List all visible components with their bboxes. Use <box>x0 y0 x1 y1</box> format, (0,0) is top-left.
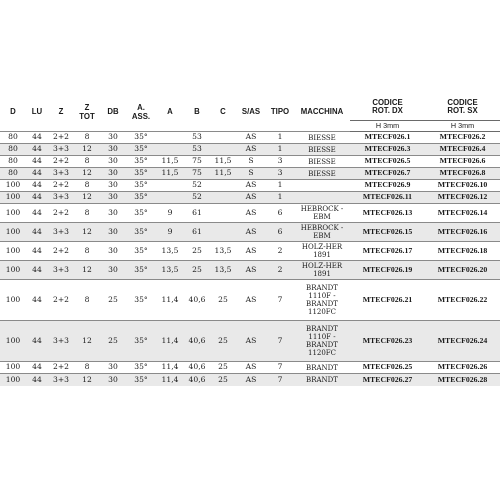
col-header-c: C <box>220 107 226 117</box>
cell-z: 3+3 <box>48 192 74 204</box>
cell-macchina: BIESSE <box>294 156 350 168</box>
cell-b: 61 <box>184 204 210 223</box>
cell-s-as: AS <box>236 261 266 280</box>
table-row <box>0 362 500 374</box>
col-header-db: DB <box>107 107 119 117</box>
cell-a-ass: 35° <box>126 362 156 374</box>
cell-c <box>210 204 236 223</box>
table-row <box>0 374 500 386</box>
cell-a <box>156 144 184 156</box>
cell-b: 40,6 <box>184 362 210 374</box>
cell-macchina: BIESSE <box>294 132 350 144</box>
col-header-codice-dx: CODICE ROT. DX <box>350 94 425 121</box>
cell-z-tot: 8 <box>74 156 100 168</box>
cell-b: 25 <box>184 242 210 261</box>
cell-z-tot: 12 <box>74 168 100 180</box>
cell-code-dx: MTECF026.25 <box>350 362 425 374</box>
cell-code-sx: MTECF026.8 <box>425 168 500 180</box>
cell-db: 30 <box>100 192 126 204</box>
cell-code-dx: MTECF026.27 <box>350 374 425 386</box>
col-header-b: B <box>194 107 200 117</box>
table-row <box>0 261 500 280</box>
cell-c <box>210 132 236 144</box>
cell-a <box>156 192 184 204</box>
cell-code-sx: MTECF026.16 <box>425 223 500 242</box>
cell-d: 80 <box>0 168 26 180</box>
cell-lu: 44 <box>26 242 48 261</box>
cell-a: 11,4 <box>156 280 184 321</box>
cell-s-as: AS <box>236 132 266 144</box>
cell-db: 30 <box>100 144 126 156</box>
cell-code-sx: MTECF026.4 <box>425 144 500 156</box>
cell-code-sx: MTECF026.24 <box>425 321 500 362</box>
cell-a-ass: 35° <box>126 374 156 386</box>
cell-a-ass: 35° <box>126 192 156 204</box>
cell-c: 25 <box>210 280 236 321</box>
cell-z-tot: 12 <box>74 261 100 280</box>
cell-d: 100 <box>0 280 26 321</box>
cell-c: 25 <box>210 362 236 374</box>
cell-d: 80 <box>0 156 26 168</box>
cell-macchina: HOLZ-HER 1891 <box>294 242 350 261</box>
cell-a-ass: 35° <box>126 204 156 223</box>
cell-lu: 44 <box>26 204 48 223</box>
cell-lu: 44 <box>26 321 48 362</box>
cell-code-dx: MTECF026.1 <box>350 132 425 144</box>
cell-z-tot: 12 <box>74 144 100 156</box>
cell-a: 11,4 <box>156 321 184 362</box>
cell-c <box>210 144 236 156</box>
product-spec-table-wrapper <box>0 94 500 386</box>
cell-code-sx: MTECF026.20 <box>425 261 500 280</box>
cell-db: 30 <box>100 156 126 168</box>
cell-s-as: AS <box>236 321 266 362</box>
table-row <box>0 156 500 168</box>
col-header-macchina: MACCHINA <box>300 107 344 117</box>
cell-z-tot: 8 <box>74 204 100 223</box>
cell-code-sx: MTECF026.12 <box>425 192 500 204</box>
cell-db: 30 <box>100 261 126 280</box>
cell-macchina: BRANDT <box>294 374 350 386</box>
cell-macchina: HEBROCK - EBM <box>294 223 350 242</box>
cell-lu: 44 <box>26 374 48 386</box>
cell-db: 30 <box>100 362 126 374</box>
col-header-d: D <box>10 107 16 117</box>
col-subheader-sx: H 3mm <box>425 121 500 132</box>
table-row <box>0 168 500 180</box>
cell-lu: 44 <box>26 168 48 180</box>
cell-a: 11,4 <box>156 362 184 374</box>
cell-a-ass: 35° <box>126 242 156 261</box>
col-header-codice-sx: CODICE ROT. SX <box>425 94 500 121</box>
cell-code-sx: MTECF026.28 <box>425 374 500 386</box>
cell-b: 40,6 <box>184 374 210 386</box>
cell-z: 3+3 <box>48 261 74 280</box>
cell-a: 13,5 <box>156 261 184 280</box>
cell-db: 30 <box>100 168 126 180</box>
cell-code-sx: MTECF026.18 <box>425 242 500 261</box>
cell-z: 2+2 <box>48 180 74 192</box>
cell-tipo: 1 <box>266 132 294 144</box>
cell-b: 75 <box>184 168 210 180</box>
cell-z-tot: 8 <box>74 362 100 374</box>
cell-lu: 44 <box>26 362 48 374</box>
cell-a <box>156 132 184 144</box>
cell-tipo: 1 <box>266 144 294 156</box>
table-row <box>0 321 500 362</box>
cell-macchina: BRANDT <box>294 362 350 374</box>
cell-c <box>210 223 236 242</box>
cell-d: 100 <box>0 261 26 280</box>
cell-a: 11,5 <box>156 168 184 180</box>
cell-a: 13,5 <box>156 242 184 261</box>
cell-db: 30 <box>100 180 126 192</box>
cell-db: 30 <box>100 132 126 144</box>
col-header-s-as: S/AS <box>241 107 261 117</box>
cell-tipo: 3 <box>266 168 294 180</box>
col-header-z-tot: Z TOT <box>79 103 95 121</box>
cell-a-ass: 35° <box>126 156 156 168</box>
cell-z-tot: 12 <box>74 374 100 386</box>
cell-z: 2+2 <box>48 280 74 321</box>
cell-z-tot: 8 <box>74 180 100 192</box>
cell-db: 30 <box>100 204 126 223</box>
cell-d: 100 <box>0 180 26 192</box>
cell-tipo: 2 <box>266 242 294 261</box>
cell-code-sx: MTECF026.6 <box>425 156 500 168</box>
cell-d: 80 <box>0 144 26 156</box>
cell-s-as: AS <box>236 144 266 156</box>
cell-code-dx: MTECF026.11 <box>350 192 425 204</box>
cell-b: 25 <box>184 261 210 280</box>
cell-db: 30 <box>100 223 126 242</box>
cell-z: 3+3 <box>48 144 74 156</box>
col-header-z: Z <box>58 107 64 117</box>
cell-macchina: BRANDT 1110F - BRANDT 1120FC <box>294 321 350 362</box>
cell-c: 25 <box>210 374 236 386</box>
cell-b: 53 <box>184 144 210 156</box>
cell-a-ass: 35° <box>126 280 156 321</box>
table-row <box>0 223 500 242</box>
table-body <box>0 132 500 386</box>
cell-db: 25 <box>100 321 126 362</box>
cell-b: 52 <box>184 180 210 192</box>
cell-code-sx: MTECF026.14 <box>425 204 500 223</box>
cell-code-dx: MTECF026.15 <box>350 223 425 242</box>
cell-z: 2+2 <box>48 156 74 168</box>
cell-code-dx: MTECF026.13 <box>350 204 425 223</box>
cell-s-as: AS <box>236 204 266 223</box>
cell-macchina <box>294 192 350 204</box>
cell-lu: 44 <box>26 144 48 156</box>
cell-tipo: 6 <box>266 204 294 223</box>
cell-a <box>156 180 184 192</box>
cell-a: 11,4 <box>156 374 184 386</box>
cell-d: 100 <box>0 374 26 386</box>
cell-tipo: 6 <box>266 223 294 242</box>
cell-a: 9 <box>156 223 184 242</box>
cell-z: 3+3 <box>48 168 74 180</box>
cell-d: 100 <box>0 362 26 374</box>
cell-macchina: BIESSE <box>294 144 350 156</box>
cell-tipo: 1 <box>266 192 294 204</box>
cell-z-tot: 8 <box>74 242 100 261</box>
cell-d: 100 <box>0 242 26 261</box>
table-row <box>0 132 500 144</box>
cell-a-ass: 35° <box>126 321 156 362</box>
cell-code-dx: MTECF026.17 <box>350 242 425 261</box>
table-row <box>0 192 500 204</box>
cell-code-sx: MTECF026.10 <box>425 180 500 192</box>
cell-s-as: S <box>236 168 266 180</box>
cell-d: 80 <box>0 132 26 144</box>
table-row <box>0 280 500 321</box>
cell-db: 30 <box>100 374 126 386</box>
cell-lu: 44 <box>26 156 48 168</box>
col-header-tipo: TIPO <box>270 107 290 117</box>
cell-z: 3+3 <box>48 374 74 386</box>
cell-z: 2+2 <box>48 242 74 261</box>
cell-code-dx: MTECF026.9 <box>350 180 425 192</box>
cell-c <box>210 180 236 192</box>
cell-db: 25 <box>100 280 126 321</box>
cell-z: 2+2 <box>48 362 74 374</box>
cell-z-tot: 12 <box>74 321 100 362</box>
cell-tipo: 2 <box>266 261 294 280</box>
cell-a: 11,5 <box>156 156 184 168</box>
cell-a-ass: 35° <box>126 223 156 242</box>
cell-s-as: AS <box>236 223 266 242</box>
cell-z-tot: 8 <box>74 132 100 144</box>
cell-a-ass: 35° <box>126 168 156 180</box>
cell-c: 13,5 <box>210 242 236 261</box>
cell-s-as: AS <box>236 374 266 386</box>
cell-a-ass: 35° <box>126 144 156 156</box>
cell-d: 100 <box>0 204 26 223</box>
cell-b: 61 <box>184 223 210 242</box>
cell-macchina: HEBROCK - EBM <box>294 204 350 223</box>
table-row <box>0 144 500 156</box>
cell-lu: 44 <box>26 280 48 321</box>
cell-z-tot: 12 <box>74 223 100 242</box>
cell-z-tot: 12 <box>74 192 100 204</box>
cell-macchina: BRANDT 1110F - BRANDT 1120FC <box>294 280 350 321</box>
cell-s-as: AS <box>236 192 266 204</box>
cell-b: 40,6 <box>184 321 210 362</box>
col-header-a-ass: A. ASS. <box>131 103 151 121</box>
cell-lu: 44 <box>26 261 48 280</box>
cell-tipo: 7 <box>266 362 294 374</box>
cell-d: 100 <box>0 192 26 204</box>
col-header-a: A <box>167 107 173 117</box>
cell-code-sx: MTECF026.26 <box>425 362 500 374</box>
cell-d: 100 <box>0 321 26 362</box>
table-row <box>0 242 500 261</box>
cell-c: 11,5 <box>210 156 236 168</box>
cell-c: 11,5 <box>210 168 236 180</box>
cell-lu: 44 <box>26 192 48 204</box>
cell-macchina: HOLZ-HER 1891 <box>294 261 350 280</box>
cell-z-tot: 8 <box>74 280 100 321</box>
table-header <box>0 94 500 132</box>
cell-s-as: AS <box>236 280 266 321</box>
product-spec-table <box>0 94 500 386</box>
cell-c: 13,5 <box>210 261 236 280</box>
cell-code-sx: MTECF026.22 <box>425 280 500 321</box>
cell-s-as: AS <box>236 362 266 374</box>
col-subheader-dx: H 3mm <box>350 121 425 132</box>
table-row <box>0 204 500 223</box>
cell-tipo: 3 <box>266 156 294 168</box>
cell-s-as: AS <box>236 242 266 261</box>
cell-db: 30 <box>100 242 126 261</box>
cell-lu: 44 <box>26 223 48 242</box>
cell-s-as: AS <box>236 180 266 192</box>
cell-a-ass: 35° <box>126 180 156 192</box>
cell-a-ass: 35° <box>126 132 156 144</box>
cell-c <box>210 192 236 204</box>
cell-z: 2+2 <box>48 132 74 144</box>
cell-code-dx: MTECF026.21 <box>350 280 425 321</box>
cell-macchina <box>294 180 350 192</box>
table-row <box>0 180 500 192</box>
cell-code-sx: MTECF026.2 <box>425 132 500 144</box>
cell-code-dx: MTECF026.19 <box>350 261 425 280</box>
cell-lu: 44 <box>26 132 48 144</box>
cell-tipo: 7 <box>266 374 294 386</box>
cell-tipo: 1 <box>266 180 294 192</box>
cell-code-dx: MTECF026.5 <box>350 156 425 168</box>
col-header-lu: LU <box>31 107 43 117</box>
cell-code-dx: MTECF026.7 <box>350 168 425 180</box>
cell-d: 100 <box>0 223 26 242</box>
cell-z: 2+2 <box>48 204 74 223</box>
cell-a: 9 <box>156 204 184 223</box>
cell-z: 3+3 <box>48 223 74 242</box>
cell-b: 53 <box>184 132 210 144</box>
cell-macchina: BIESSE <box>294 168 350 180</box>
cell-b: 75 <box>184 156 210 168</box>
cell-code-dx: MTECF026.23 <box>350 321 425 362</box>
cell-tipo: 7 <box>266 280 294 321</box>
cell-c: 25 <box>210 321 236 362</box>
cell-b: 52 <box>184 192 210 204</box>
cell-a-ass: 35° <box>126 261 156 280</box>
cell-tipo: 7 <box>266 321 294 362</box>
cell-s-as: S <box>236 156 266 168</box>
cell-b: 40,6 <box>184 280 210 321</box>
cell-z: 3+3 <box>48 321 74 362</box>
cell-lu: 44 <box>26 180 48 192</box>
cell-code-dx: MTECF026.3 <box>350 144 425 156</box>
